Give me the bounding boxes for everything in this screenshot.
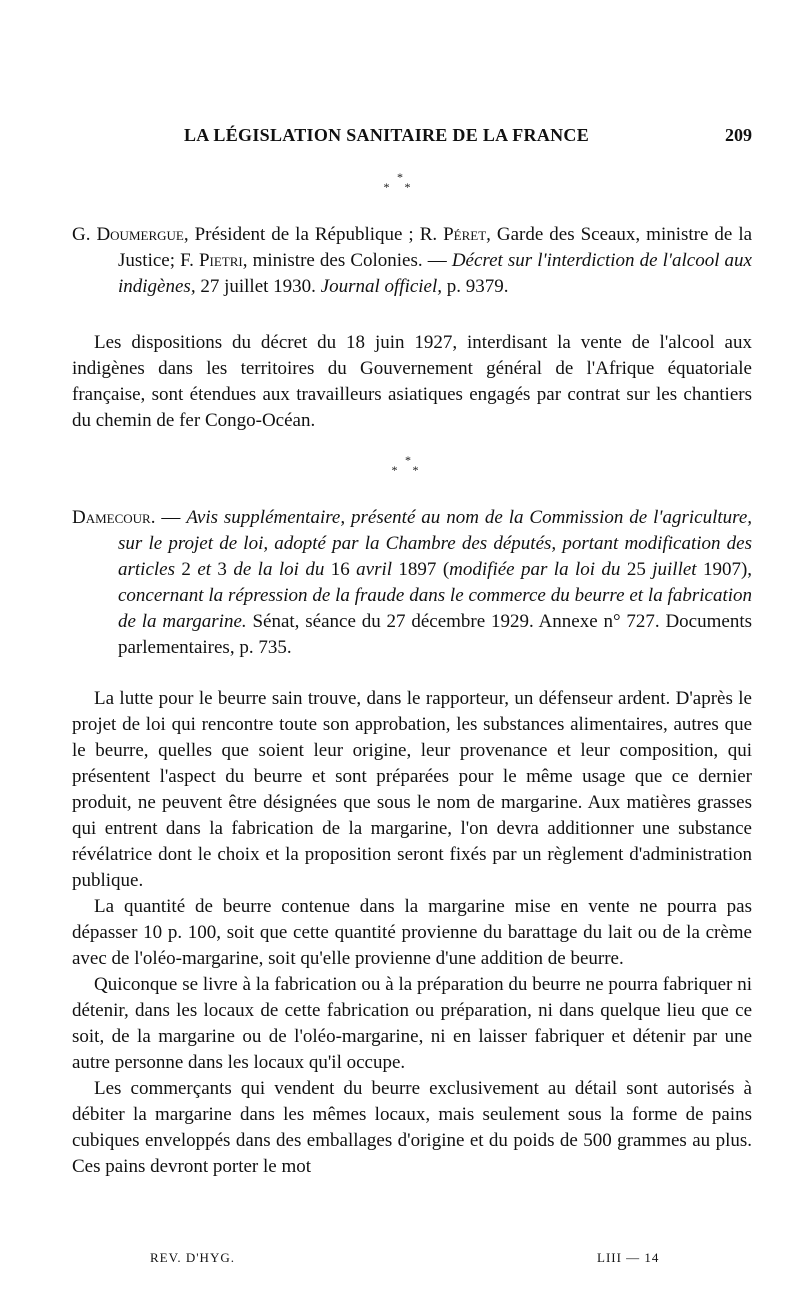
bibliographic-entry-decree [72,222,752,300]
signature-mark: REV. D'HYG. [150,1250,235,1265]
body-paragraph: Les dispositions du décret du 18 juin 1927, interdisant la vente de l'alcool aux indigènes dans les territoires du Gouvernement général de l'Afrique équatoriale française, sont étendues aux travailleurs asiatiques engagés par contrat sur les chantiers du chemin de fer Congo-Océan. [72,332,752,431]
bibliographic-entry-report [72,505,752,661]
author-name: R. Péret [419,224,487,245]
separator-stars: * * [383,180,417,194]
report-title: modifiée par la loi du [449,559,621,580]
law-month: juillet [652,559,697,580]
decree-title: Décret sur l'interdiction de l'alcool aux indigènes, [118,250,752,297]
separator-star: * [397,170,403,184]
page-footer [0,1245,800,1271]
conjunction: et [197,559,212,580]
decree-date: 27 juillet 1930. [195,276,321,297]
journal-name: Journal officiel, [320,276,443,297]
report-title: concernant la répression de la fraude dans le commerce du beurre et la fabrication de la margarine. [118,585,752,632]
author-role: , ministre des Colonies. — [242,250,452,271]
sheet-number: LIII — 14 [597,1250,660,1265]
report-details: Sénat, séance du 27 décembre 1929. Annexe n° 727. Documents parlementaires, p. 735. [118,611,752,658]
page-header [72,118,752,148]
author-role: , Garde des Sceaux, ministre de la Justice; [118,224,753,271]
dash: . — [150,507,187,528]
author-role: , Président de la République ; [183,224,420,245]
law-month: avril [356,559,393,580]
body-paragraph: La quantité de beurre contenue dans la margarine mise en vente ne pourra pas dépasser 10 p. 100, soit que cette quantité provienne du barattage du lait ou de la crème avec de l'oléo-margarine, soit qu'elle provienne d'une addition de beurre. [72,896,752,969]
running-title: LA LÉGISLATION SANITAIRE DE LA FRANCE [184,125,590,145]
article-number: 2 [175,559,198,580]
law-day: 25 [620,559,653,580]
page-number: 209 [725,125,752,145]
law-year: 1897 ( [392,559,450,580]
article-number: 3 [211,559,234,580]
body-paragraph: Les commerçants qui vendent du beurre exclusivement au détail sont autorisés à débiter la margarine dans les mêmes locaux, mais seulement sous la forme de pains cubiques enveloppés dans des emballages d'origine et du poids de 500 grammes au plus. Ces pains devront porter le mot [72,1078,752,1177]
body-paragraph: Quiconque se livre à la fabrication ou à la préparation du beurre ne pourra fabriquer ni détenir, dans les locaux de cette fabrication ou préparation, ni dans quelque lieu que ce soit, de la margarine ou de l'oléo-margarine, ni en laisser fabriquer et détenir par une autre personne dans les locaux qu'il occupe. [72,974,752,1073]
decree-summary [72,330,752,434]
report-title: Avis supplémentaire, présenté au nom de la Commission de l'agriculture, sur le projet de loi, adopté par la Chambre des députés, portant modification des articles [118,507,752,580]
journal-page: p. 9379. [442,276,509,297]
author-name: Damecour [72,507,151,528]
section-separator [370,172,430,192]
report-title: de la loi du [233,559,325,580]
law-day: 16 [324,559,357,580]
law-year: 1907), [696,559,753,580]
separator-star: * [405,453,411,467]
report-body [72,686,752,1180]
section-separator [378,455,438,475]
body-paragraph: La lutte pour le beurre sain trouve, dans le rapporteur, un défenseur ardent. D'après le projet de loi qui rencontre toute son approbation, les substances alimentaires, autres que le beurre, quelles que soient leur origine, leur provenance et leur composition, qui présentent l'aspect du beurre et sont préparées pour le même usage que ce dernier produit, ne peuvent être désignées que sous le nom de margarine. Aux matières grasses qui entrent dans la fabrication de la margarine, l'on devra additionner une substance révélatrice dont le choix et la proposition seront fixés par un règlement d'administration publique. [72,688,752,891]
author-name: F. Pietri [180,250,243,271]
author-name: G. Doumergue [72,224,184,245]
separator-stars: * * [391,463,425,477]
